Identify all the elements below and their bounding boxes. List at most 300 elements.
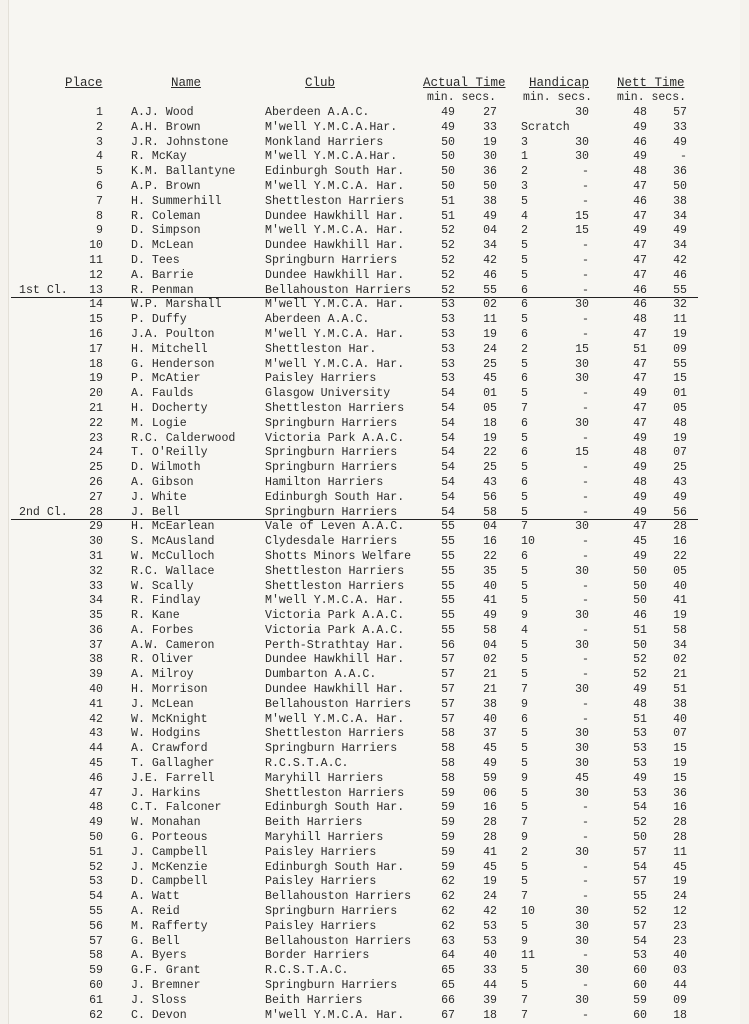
handicap-sec-cell: - — [582, 579, 589, 593]
actual-sec-cell: 44 — [483, 979, 497, 993]
handicap-min-cell: 7 — [521, 520, 528, 534]
nett-min-cell: 52 — [633, 668, 647, 682]
handicap-min-cell: 6 — [521, 712, 528, 726]
actual-min-cell: 54 — [441, 387, 455, 401]
handicap-sec-cell: - — [582, 831, 589, 845]
club-cell: Paisley Harriers — [265, 845, 377, 859]
place-cell: 61 — [89, 993, 103, 1007]
handicap-min-cell: 5 — [521, 505, 528, 519]
handicap-min-cell: 3 — [521, 179, 528, 193]
actual-min-cell: 52 — [441, 224, 455, 238]
actual-sec-cell: 36 — [483, 165, 497, 179]
name-cell: D. Campbell — [131, 875, 208, 889]
actual-sec-cell: 56 — [483, 490, 497, 504]
nett-min-cell: 47 — [633, 179, 647, 193]
handicap-sec-cell: - — [582, 283, 589, 297]
club-cell: Springburn Harriers — [265, 979, 398, 993]
handicap-min-cell: 5 — [521, 594, 528, 608]
nett-min-cell: 49 — [633, 150, 647, 164]
place-cell: 4 — [96, 150, 103, 164]
handicap-min-cell: 6 — [521, 475, 528, 489]
club-cell: Paisley Harriers — [265, 875, 377, 889]
actual-min-cell: 59 — [441, 845, 455, 859]
place-cell: 24 — [89, 446, 103, 460]
handicap-min-cell: Scratch — [521, 120, 570, 134]
handicap-sec-cell: - — [582, 490, 589, 504]
nett-min-cell: 53 — [633, 727, 647, 741]
handicap-min-cell: 2 — [521, 224, 528, 238]
place-cell: 12 — [89, 268, 103, 282]
actual-min-cell: 52 — [441, 253, 455, 267]
results-sheet — [8, 0, 740, 1024]
nett-min-cell: 48 — [633, 446, 647, 460]
table-row — [9, 150, 740, 165]
actual-min-cell: 62 — [441, 905, 455, 919]
nett-sec-cell: 23 — [673, 919, 687, 933]
actual-sec-cell: 24 — [483, 890, 497, 904]
table-row — [9, 816, 740, 831]
nett-min-cell: 49 — [633, 431, 647, 445]
name-cell: R. Penman — [131, 283, 194, 297]
name-cell: G. Bell — [131, 934, 180, 948]
name-cell: G. Porteous — [131, 831, 208, 845]
handicap-min-cell: 6 — [521, 416, 528, 430]
name-cell: C. Devon — [131, 1008, 187, 1022]
nett-sec-cell: 07 — [673, 727, 687, 741]
handicap-sec-cell: - — [582, 313, 589, 327]
place-cell: 43 — [89, 727, 103, 741]
nett-sec-cell: 19 — [673, 757, 687, 771]
place-cell: 39 — [89, 668, 103, 682]
club-cell: Springburn Harriers — [265, 505, 398, 519]
club-cell: Aberdeen A.A.C. — [265, 106, 370, 119]
actual-sec-cell: 49 — [483, 609, 497, 623]
actual-min-cell: 55 — [441, 535, 455, 549]
table-row — [9, 446, 740, 461]
header-nett-sub: min. secs. — [617, 91, 687, 104]
nett-min-cell: 46 — [633, 283, 647, 297]
actual-sec-cell: 40 — [483, 579, 497, 593]
name-cell: A. Milroy — [131, 668, 194, 682]
table-row — [9, 580, 740, 595]
name-cell: R. Oliver — [131, 653, 194, 667]
handicap-min-cell: 6 — [521, 549, 528, 563]
actual-sec-cell: 38 — [483, 697, 497, 711]
table-row — [9, 417, 740, 432]
name-cell: A. Watt — [131, 890, 180, 904]
table-row — [9, 949, 740, 964]
nett-min-cell: 54 — [633, 801, 647, 815]
place-cell: 60 — [89, 979, 103, 993]
table-row — [9, 284, 740, 299]
handicap-sec-cell: 30 — [575, 416, 589, 430]
handicap-min-cell: 5 — [521, 786, 528, 800]
handicap-min-cell: 7 — [521, 683, 528, 697]
name-cell: M. Rafferty — [131, 919, 208, 933]
actual-min-cell: 65 — [441, 979, 455, 993]
nett-min-cell: 50 — [633, 564, 647, 578]
actual-sec-cell: 02 — [483, 653, 497, 667]
place-cell: 52 — [89, 860, 103, 874]
actual-sec-cell: 42 — [483, 253, 497, 267]
actual-min-cell: 55 — [441, 549, 455, 563]
actual-sec-cell: 16 — [483, 801, 497, 815]
name-cell: J.A. Poulton — [131, 327, 215, 341]
name-cell: W. McKnight — [131, 712, 208, 726]
handicap-sec-cell: - — [582, 890, 589, 904]
handicap-sec-cell: 30 — [575, 727, 589, 741]
actual-sec-cell: 19 — [483, 135, 497, 149]
header-name: Name — [171, 76, 202, 90]
club-cell: M'well Y.M.C.A. Har. — [265, 179, 405, 193]
handicap-min-cell: 7 — [521, 890, 528, 904]
nett-sec-cell: 07 — [673, 446, 687, 460]
name-cell: J. Harkins — [131, 786, 201, 800]
place-cell: 11 — [89, 253, 103, 267]
nett-sec-cell: 40 — [673, 579, 687, 593]
place-cell: 56 — [89, 919, 103, 933]
nett-min-cell: 59 — [633, 993, 647, 1007]
club-cell: Paisley Harriers — [265, 372, 377, 386]
actual-sec-cell: 38 — [483, 194, 497, 208]
handicap-min-cell: 6 — [521, 372, 528, 386]
club-cell: Border Harriers — [265, 949, 370, 963]
handicap-sec-cell: - — [582, 816, 589, 830]
table-row — [9, 180, 740, 195]
nett-sec-cell: 15 — [673, 372, 687, 386]
handicap-sec-cell: - — [582, 979, 589, 993]
nett-sec-cell: 34 — [673, 638, 687, 652]
club-cell: Shettleston Harriers — [265, 786, 405, 800]
table-row — [9, 594, 740, 609]
handicap-sec-cell: - — [582, 475, 589, 489]
place-cell: 3 — [96, 135, 103, 149]
handicap-min-cell: 5 — [521, 253, 528, 267]
club-cell: Beith Harriers — [265, 816, 363, 830]
actual-min-cell: 55 — [441, 579, 455, 593]
place-cell: 1 — [96, 106, 103, 119]
nett-sec-cell: 12 — [673, 905, 687, 919]
club-cell: Hamilton Harriers — [265, 475, 384, 489]
name-cell: W. Scally — [131, 579, 194, 593]
place-cell: 29 — [89, 520, 103, 534]
handicap-sec-cell: - — [582, 194, 589, 208]
handicap-min-cell: 7 — [521, 993, 528, 1007]
handicap-min-cell: 6 — [521, 283, 528, 297]
name-cell: J. Bell — [131, 505, 180, 519]
actual-min-cell: 57 — [441, 697, 455, 711]
name-cell: A.W. Cameron — [131, 638, 215, 652]
table-row — [9, 890, 740, 905]
club-cell: Springburn Harriers — [265, 905, 398, 919]
actual-min-cell: 53 — [441, 357, 455, 371]
handicap-sec-cell: 30 — [575, 919, 589, 933]
nett-sec-cell: 38 — [673, 697, 687, 711]
name-cell: A. Forbes — [131, 623, 194, 637]
actual-min-cell: 62 — [441, 875, 455, 889]
handicap-min-cell: 5 — [521, 564, 528, 578]
actual-min-cell: 54 — [441, 416, 455, 430]
nett-sec-cell: 05 — [673, 401, 687, 415]
actual-min-cell: 59 — [441, 801, 455, 815]
club-cell: Springburn Harriers — [265, 253, 398, 267]
handicap-sec-cell: 30 — [575, 934, 589, 948]
nett-min-cell: 48 — [633, 313, 647, 327]
place-cell: 25 — [89, 461, 103, 475]
name-cell: T. O'Reilly — [131, 446, 208, 460]
handicap-sec-cell: 30 — [575, 742, 589, 756]
nett-min-cell: 49 — [633, 771, 647, 785]
handicap-min-cell: 9 — [521, 697, 528, 711]
actual-min-cell: 49 — [441, 106, 455, 119]
handicap-sec-cell: 30 — [575, 298, 589, 312]
table-row — [9, 106, 740, 121]
handicap-min-cell: 9 — [521, 771, 528, 785]
table-row — [9, 402, 740, 417]
handicap-sec-cell: - — [582, 387, 589, 401]
place-cell: 10 — [89, 239, 103, 253]
nett-sec-cell: 05 — [673, 564, 687, 578]
nett-sec-cell: 24 — [673, 890, 687, 904]
actual-min-cell: 53 — [441, 313, 455, 327]
name-cell: M. Logie — [131, 416, 187, 430]
handicap-sec-cell: - — [582, 253, 589, 267]
nett-sec-cell: 16 — [673, 535, 687, 549]
table-row — [9, 121, 740, 136]
table-row — [9, 461, 740, 476]
table-row — [9, 535, 740, 550]
table-row — [9, 801, 740, 816]
nett-sec-cell: 34 — [673, 209, 687, 223]
nett-min-cell: 47 — [633, 327, 647, 341]
name-cell: H. McEarlean — [131, 520, 215, 534]
place-cell: 47 — [89, 786, 103, 800]
place-cell: 19 — [89, 372, 103, 386]
nett-min-cell: 51 — [633, 623, 647, 637]
table-row — [9, 875, 740, 890]
name-cell: P. Duffy — [131, 313, 187, 327]
club-cell: Springburn Harriers — [265, 461, 398, 475]
club-cell: Bellahouston Harriers — [265, 697, 412, 711]
nett-min-cell: 47 — [633, 209, 647, 223]
name-cell: J. McKenzie — [131, 860, 208, 874]
nett-min-cell: 48 — [633, 697, 647, 711]
actual-min-cell: 55 — [441, 594, 455, 608]
handicap-sec-cell: 30 — [575, 905, 589, 919]
place-cell: 13 — [89, 283, 103, 297]
club-cell: Edinburgh South Har. — [265, 860, 405, 874]
club-cell: Victoria Park A.A.C. — [265, 431, 405, 445]
nett-sec-cell: 28 — [673, 520, 687, 534]
actual-sec-cell: 18 — [483, 416, 497, 430]
table-row — [9, 787, 740, 802]
actual-sec-cell: 40 — [483, 949, 497, 963]
handicap-min-cell: 6 — [521, 446, 528, 460]
nett-min-cell: 57 — [633, 875, 647, 889]
place-cell: 59 — [89, 964, 103, 978]
actual-min-cell: 54 — [441, 401, 455, 415]
nett-min-cell: 46 — [633, 135, 647, 149]
nett-min-cell: 47 — [633, 357, 647, 371]
club-cell: Dundee Hawkhill Har. — [265, 268, 405, 282]
nett-min-cell: 60 — [633, 964, 647, 978]
name-cell: H. Morrison — [131, 683, 208, 697]
actual-sec-cell: 34 — [483, 239, 497, 253]
handicap-sec-cell: - — [582, 268, 589, 282]
handicap-min-cell: 5 — [521, 579, 528, 593]
handicap-min-cell: 6 — [521, 327, 528, 341]
table-row — [9, 979, 740, 994]
nett-sec-cell: 19 — [673, 327, 687, 341]
name-cell: A.P. Brown — [131, 179, 201, 193]
handicap-sec-cell: - — [582, 1008, 589, 1022]
place-cell: 36 — [89, 623, 103, 637]
nett-min-cell: 53 — [633, 742, 647, 756]
place-cell: 30 — [89, 535, 103, 549]
place-cell: 18 — [89, 357, 103, 371]
nett-sec-cell: 40 — [673, 949, 687, 963]
handicap-min-cell: 9 — [521, 609, 528, 623]
actual-min-cell: 52 — [441, 268, 455, 282]
place-cell: 42 — [89, 712, 103, 726]
handicap-min-cell: 5 — [521, 919, 528, 933]
nett-min-cell: 49 — [633, 120, 647, 134]
actual-sec-cell: 59 — [483, 771, 497, 785]
handicap-sec-cell: 30 — [575, 609, 589, 623]
club-cell: Bellahouston Harriers — [265, 934, 412, 948]
nett-sec-cell: 11 — [673, 845, 687, 859]
table-row — [9, 298, 740, 313]
nett-sec-cell: 02 — [673, 653, 687, 667]
name-cell: W. McCulloch — [131, 549, 215, 563]
actual-sec-cell: 35 — [483, 564, 497, 578]
place-cell: 34 — [89, 594, 103, 608]
table-row — [9, 328, 740, 343]
place-cell: 53 — [89, 875, 103, 889]
nett-sec-cell: 48 — [673, 416, 687, 430]
nett-min-cell: 54 — [633, 934, 647, 948]
name-cell: A. Crawford — [131, 742, 208, 756]
handicap-sec-cell: - — [582, 401, 589, 415]
actual-sec-cell: 45 — [483, 860, 497, 874]
place-cell: 17 — [89, 342, 103, 356]
nett-sec-cell: 57 — [673, 106, 687, 119]
handicap-sec-cell: 30 — [575, 845, 589, 859]
actual-sec-cell: 30 — [483, 150, 497, 164]
handicap-sec-cell: 30 — [575, 564, 589, 578]
nett-min-cell: 45 — [633, 535, 647, 549]
name-cell: J. Campbell — [131, 845, 208, 859]
actual-min-cell: 51 — [441, 194, 455, 208]
actual-sec-cell: 05 — [483, 401, 497, 415]
name-cell: H. Mitchell — [131, 342, 208, 356]
actual-min-cell: 63 — [441, 934, 455, 948]
club-cell: Dundee Hawkhill Har. — [265, 209, 405, 223]
actual-sec-cell: 37 — [483, 727, 497, 741]
club-cell: Shettleston Har. — [265, 342, 377, 356]
table-row — [9, 713, 740, 728]
club-cell: Victoria Park A.A.C. — [265, 609, 405, 623]
place-cell: 44 — [89, 742, 103, 756]
place-cell: 6 — [96, 179, 103, 193]
name-cell: J.E. Farrell — [131, 771, 215, 785]
handicap-sec-cell: 15 — [575, 342, 589, 356]
actual-sec-cell: 21 — [483, 683, 497, 697]
handicap-sec-cell: 15 — [575, 446, 589, 460]
club-cell: M'well Y.M.C.A.Har. — [265, 120, 398, 134]
actual-min-cell: 55 — [441, 623, 455, 637]
name-cell: R. Coleman — [131, 209, 201, 223]
club-cell: Dundee Hawkhill Har. — [265, 653, 405, 667]
table-row — [9, 624, 740, 639]
nett-min-cell: 49 — [633, 461, 647, 475]
name-cell: T. Gallagher — [131, 757, 215, 771]
table-row — [9, 506, 740, 521]
actual-min-cell: 67 — [441, 1008, 455, 1022]
nett-sec-cell: 33 — [673, 120, 687, 134]
handicap-min-cell: 1 — [521, 150, 528, 164]
nett-min-cell: 50 — [633, 579, 647, 593]
club-cell: Dundee Hawkhill Har. — [265, 683, 405, 697]
handicap-sec-cell: - — [582, 549, 589, 563]
name-cell: J. White — [131, 490, 187, 504]
actual-min-cell: 52 — [441, 239, 455, 253]
actual-min-cell: 59 — [441, 816, 455, 830]
name-cell: D. Tees — [131, 253, 180, 267]
name-cell: R. Findlay — [131, 594, 201, 608]
nett-sec-cell: 28 — [673, 816, 687, 830]
place-cell: 26 — [89, 475, 103, 489]
table-row — [9, 653, 740, 668]
actual-sec-cell: 46 — [483, 268, 497, 282]
actual-sec-cell: 41 — [483, 594, 497, 608]
actual-sec-cell: 58 — [483, 623, 497, 637]
place-cell: 37 — [89, 638, 103, 652]
nett-min-cell: 57 — [633, 919, 647, 933]
nett-sec-cell: 41 — [673, 594, 687, 608]
actual-sec-cell: 19 — [483, 875, 497, 889]
nett-min-cell: 47 — [633, 268, 647, 282]
club-cell: M'well Y.M.C.A.Har. — [265, 150, 398, 164]
place-cell: 31 — [89, 549, 103, 563]
table-row — [9, 550, 740, 565]
name-cell: H. Summerhill — [131, 194, 222, 208]
actual-sec-cell: 01 — [483, 387, 497, 401]
handicap-min-cell: 5 — [521, 979, 528, 993]
actual-sec-cell: 49 — [483, 757, 497, 771]
table-row — [9, 772, 740, 787]
actual-sec-cell: 24 — [483, 342, 497, 356]
place-cell: 9 — [96, 224, 103, 238]
actual-sec-cell: 53 — [483, 934, 497, 948]
club-cell: Maryhill Harriers — [265, 831, 384, 845]
name-cell: J. Bremner — [131, 979, 201, 993]
handicap-sec-cell: - — [582, 535, 589, 549]
name-cell: A. Reid — [131, 905, 180, 919]
nett-min-cell: 48 — [633, 165, 647, 179]
place-cell: 2 — [96, 120, 103, 134]
actual-sec-cell: 45 — [483, 372, 497, 386]
handicap-min-cell: 2 — [521, 845, 528, 859]
nett-sec-cell: 38 — [673, 194, 687, 208]
actual-min-cell: 52 — [441, 283, 455, 297]
handicap-min-cell: 5 — [521, 268, 528, 282]
actual-sec-cell: 04 — [483, 224, 497, 238]
club-cell: Maryhill Harriers — [265, 771, 384, 785]
place-cell: 41 — [89, 697, 103, 711]
handicap-sec-cell: - — [582, 165, 589, 179]
handicap-min-cell: 5 — [521, 638, 528, 652]
